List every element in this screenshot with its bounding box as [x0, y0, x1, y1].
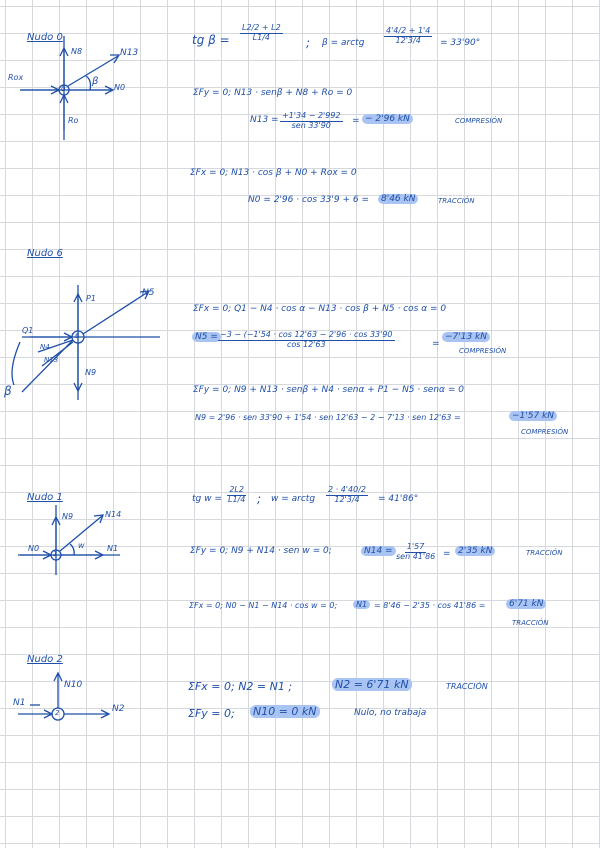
node1-label-n14: N14 [105, 510, 122, 519]
node6-label-n13: N13 [44, 356, 59, 364]
node1-label-n0: N0 [28, 544, 40, 553]
node0-tg-den: L1/4 [252, 32, 270, 42]
node2-n2-note: TRACCIÓN [446, 682, 488, 691]
node6-label-p1: P1 [86, 294, 96, 303]
node6-n9-note: COMPRESIÓN [521, 428, 569, 436]
node6-label-n4: N4 [40, 343, 50, 351]
node0-eq-fx: ΣFx = 0; N13 · cos β + N0 + Rox = 0 [190, 168, 357, 178]
node0-label-n8: N8 [71, 47, 83, 56]
node1-w-result: = 41'86° [378, 494, 419, 504]
node0-beta-lhs: β = arctg [322, 38, 365, 48]
node2-n10-result: N10 = 0 kN [250, 705, 320, 718]
node1-eq-fy: ΣFy = 0; N9 + N14 · sen w = 0; [190, 546, 332, 556]
node1-label-node: 1 [53, 550, 58, 558]
node1-label-n9: N9 [62, 512, 74, 521]
node6-label-n5: N5 [142, 288, 155, 298]
node1-w-num: 2 · 4'40/2 [328, 485, 366, 494]
node0-beta-den: 12'3/4 [395, 35, 421, 45]
node0-n0-result: 8'46 kN [378, 194, 418, 204]
node1-tg-lhs: tg w = [192, 494, 222, 504]
node0-beta-num: 4'4/2 + 1'4 [386, 26, 431, 35]
node0-label-n13: N13 [120, 48, 139, 58]
node6-n5-num: −3 − (−1'54 · cos 12'63 − 2'96 · cos 33'90 [220, 330, 393, 339]
node2-label-n2: N2 [112, 704, 125, 714]
node0-label-ro: Ro [68, 116, 79, 125]
node6-n9-result: −1'57 kN [509, 411, 557, 421]
node1-tg-num: 2L2 [229, 485, 244, 494]
node6-n5-lhs: N5 = [192, 332, 221, 342]
node1-eq-fx: ΣFx = 0; N0 − N1 − N14 · cos w = 0; [189, 601, 338, 610]
node1-n14-den: sen 41'86 [396, 551, 436, 561]
node6-n5-den: cos 12'63 [286, 339, 326, 349]
node6-n5-note: COMPRESIÓN [459, 347, 507, 355]
node0-n13-note: COMPRESIÓN [455, 117, 503, 125]
node1-label-w: w [78, 541, 85, 550]
node6-label-q1: Q1 [22, 326, 34, 335]
node6-n5-result: −7'13 kN [442, 332, 490, 342]
node6-label-n9: N9 [85, 368, 97, 377]
node6-eq-fy: ΣFy = 0; N9 + N13 · senβ + N4 · senα + P1 − N5 · senα = 0 [193, 385, 464, 395]
node1-sep: ; [257, 492, 262, 506]
node0-tg-lhs: tg β = [192, 33, 230, 47]
node0-title: Nudo 0 [27, 32, 63, 43]
node1-n1-lhs: N1 [353, 600, 370, 609]
node0-label-n0: N0 [114, 83, 126, 92]
node0-eq-fy: ΣFy = 0; N13 · senβ + N8 + Ro = 0 [193, 88, 353, 98]
node1-n14-lhs: N14 = [361, 546, 396, 556]
node2-eq-fy: ΣFy = 0; [188, 707, 235, 720]
node0-tg-num: L2/2 + L2 [242, 23, 281, 32]
node0-sep: ; [306, 36, 311, 50]
node2-n10-note: Nulo, no trabaja [354, 708, 427, 718]
node0-n13-eq: = [352, 116, 360, 126]
node2-eq-fx: ΣFx = 0; N2 = N1 ; [188, 680, 293, 693]
node0-label-rox: Rox [8, 73, 24, 82]
node1-n1-expr: = 8'46 − 2'35 · cos 41'86 = [374, 601, 486, 610]
node2-title: Nudo 2 [27, 654, 63, 665]
node0-beta-result: = 33'90° [440, 38, 481, 48]
node0-label-node: 0 [61, 85, 66, 93]
node0-n0-note: TRACCIÓN [438, 197, 475, 205]
node2-n2-result: N2 = 6'71 kN [332, 678, 412, 691]
node1-n14-result: 2'35 kN [455, 546, 495, 556]
node1-n1-result: 6'71 kN [506, 599, 546, 609]
node6-n5-eq: = [432, 339, 440, 349]
node0-n13-result: − 2'96 kN [362, 114, 413, 124]
node1-tg-den: L1/4 [228, 494, 246, 504]
node6-n9-expr: N9 = 2'96 · sen 33'90 + 1'54 · sen 12'63 − 2 − 7'13 · sen 12'63 = [195, 413, 461, 422]
node1-w-lhs: w = arctg [271, 494, 316, 504]
node0-n13-den: sen 33'90 [291, 120, 331, 130]
node1-n14-note: TRACCIÓN [526, 549, 563, 557]
node6-label-beta: β [4, 384, 12, 398]
node1-w-den: 12'3/4 [334, 494, 360, 504]
node1-label-n1: N1 [107, 544, 119, 553]
node0-n13-num: +1'34 − 2'992 [282, 111, 341, 120]
node1-n14-num: 1'57 [406, 542, 425, 551]
node0-n13-lhs: N13 = [250, 115, 279, 125]
node2-label-n10: N10 [64, 680, 83, 690]
node2-label-node: 2 [55, 709, 60, 717]
node6-label-node: 6 [75, 332, 80, 340]
node0-n0-lhs: N0 = 2'96 · cos 33'9 + 6 = [248, 195, 370, 205]
node1-title: Nudo 1 [27, 492, 63, 503]
node6-eq-fx: ΣFx = 0; Q1 − N4 · cos α − N13 · cos β + N5 · cos α = 0 [193, 304, 447, 314]
node1-n1-note: TRACCIÓN [512, 619, 549, 627]
node6-title: Nudo 6 [27, 248, 63, 259]
node1-n14-eq: = [443, 549, 451, 559]
node0-label-beta: β [92, 76, 99, 87]
node2-label-n1: N1 [13, 698, 26, 708]
